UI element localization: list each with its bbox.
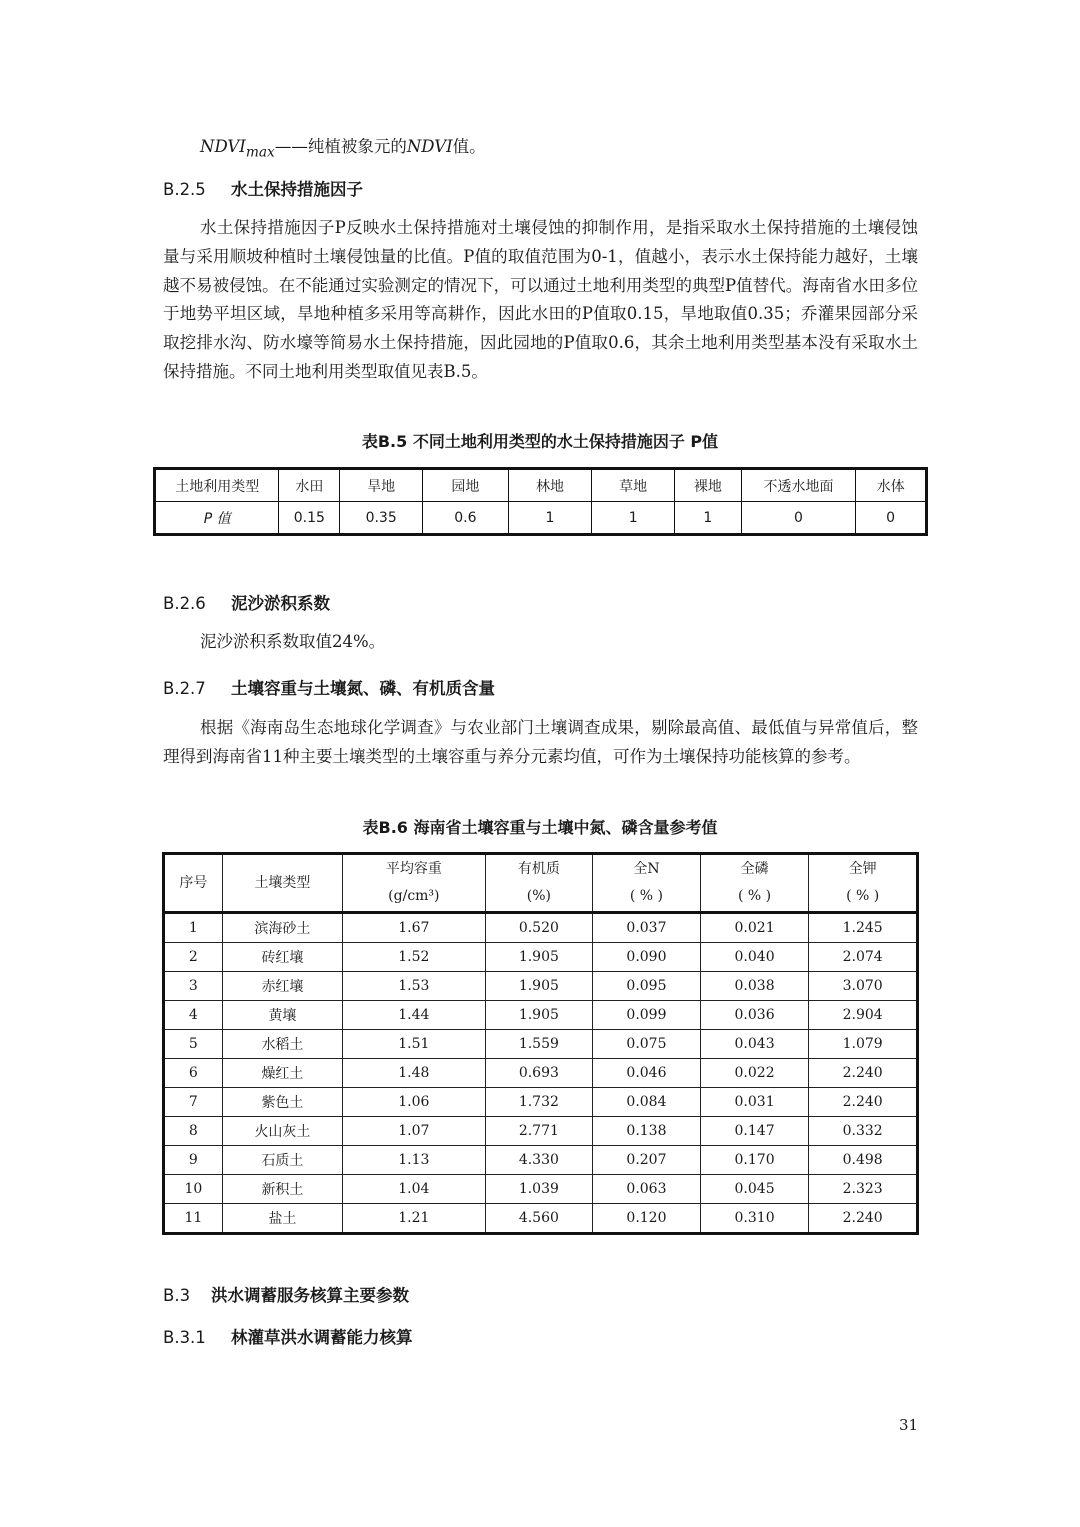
cell: 0.095 — [593, 972, 701, 1001]
cell: 1.905 — [485, 943, 593, 972]
ndvi-definition — [200, 133, 486, 160]
cell: 1.21 — [343, 1204, 485, 1234]
cell: 燥红土 — [222, 1059, 342, 1088]
table-row — [164, 1088, 918, 1117]
cell: 0.036 — [700, 1001, 809, 1030]
heading-number: B.3 — [163, 1286, 191, 1305]
cell: 黄壤 — [222, 1001, 342, 1030]
page-number: 31 — [899, 1416, 919, 1434]
table-row — [164, 913, 918, 943]
header-cell: 旱地 — [340, 469, 423, 502]
table-row — [164, 1059, 918, 1088]
header-cell: 土地利用类型 — [155, 469, 279, 502]
paragraph-b26 — [163, 628, 918, 657]
cell: 0.037 — [593, 913, 701, 943]
table-header-row — [155, 469, 927, 502]
table-row — [164, 1175, 918, 1204]
header-line: ( % ) — [629, 888, 664, 904]
table5-caption: 表B.5 不同土地利用类型的水土保持措施因子 P值 — [361, 432, 719, 451]
cell: 2 — [164, 943, 223, 972]
cell: 4.330 — [485, 1146, 593, 1175]
header-cell: 水体 — [856, 469, 927, 502]
cell: 1.06 — [343, 1088, 485, 1117]
header-line: 有机质 — [517, 861, 560, 877]
cell: 0.120 — [593, 1204, 701, 1234]
table-row — [164, 1117, 918, 1146]
cell: 0.043 — [700, 1030, 809, 1059]
cell: 1.04 — [343, 1175, 485, 1204]
cell: 1.51 — [343, 1030, 485, 1059]
header-line: 土壤类型 — [254, 874, 311, 891]
cell: 0.084 — [593, 1088, 701, 1117]
cell: 0.170 — [700, 1146, 809, 1175]
cell: 1.905 — [485, 972, 593, 1001]
cell: 1.13 — [343, 1146, 485, 1175]
cell: 0.063 — [593, 1175, 701, 1204]
header-cell — [485, 854, 593, 913]
ndvi-symbol-2: NDVI — [406, 137, 453, 156]
header-cell: 裸地 — [674, 469, 741, 502]
cell: 1.039 — [485, 1175, 593, 1204]
cell: 1.67 — [343, 913, 485, 943]
cell: 1.52 — [343, 943, 485, 972]
cell: 1 — [674, 502, 741, 535]
cell: 1.48 — [343, 1059, 485, 1088]
cell: 8 — [164, 1117, 223, 1146]
cell: 1 — [592, 502, 675, 535]
cell: 2.323 — [809, 1175, 918, 1204]
header-line: (%) — [526, 888, 551, 904]
header-cell — [343, 854, 485, 913]
heading-title: 水土保持措施因子 — [231, 180, 363, 199]
cell: 4.560 — [485, 1204, 593, 1234]
cell: 石质土 — [222, 1146, 342, 1175]
paragraph-b25 — [163, 214, 918, 387]
cell: 新积土 — [222, 1175, 342, 1204]
heading-number: B.2.5 — [163, 180, 206, 199]
table-row — [164, 1001, 918, 1030]
header-cell: 林地 — [508, 469, 592, 502]
cell: 0.498 — [809, 1146, 918, 1175]
cell: 1.732 — [485, 1088, 593, 1117]
ndvi-symbol: NDVI — [200, 137, 246, 156]
table-b6 — [162, 852, 919, 1235]
cell: 0.693 — [485, 1059, 593, 1088]
cell: 1.07 — [343, 1117, 485, 1146]
cell: 0.075 — [593, 1030, 701, 1059]
row-label: P 值 — [155, 502, 279, 535]
cell: 2.074 — [809, 943, 918, 972]
cell: 0.6 — [423, 502, 509, 535]
heading-b25 — [163, 176, 363, 200]
paragraph-text: 根据《海南岛生态地球化学调查》与农业部门土壤调查成果，剔除最高值、最低值与异常值后，整理得到海南省11种主要土壤类型的土壤容重与养分元素均值，可作为土壤保持功能核算的参考。 — [163, 718, 918, 766]
cell: 1 — [508, 502, 592, 535]
cell: 2.240 — [809, 1204, 918, 1234]
cell: 赤红壤 — [222, 972, 342, 1001]
header-cell: 不透水地面 — [741, 469, 855, 502]
heading-number: B.3.1 — [163, 1328, 206, 1347]
cell: 2.240 — [809, 1088, 918, 1117]
table-row — [164, 1030, 918, 1059]
heading-title: 洪水调蓄服务核算主要参数 — [211, 1286, 409, 1305]
table-row — [164, 972, 918, 1001]
header-cell — [809, 854, 918, 913]
header-line: 序号 — [179, 874, 208, 891]
header-cell — [593, 854, 701, 913]
cell: 0.046 — [593, 1059, 701, 1088]
cell: 0.021 — [700, 913, 809, 943]
heading-b3 — [163, 1282, 409, 1306]
heading-b26 — [163, 590, 330, 614]
cell: 0.022 — [700, 1059, 809, 1088]
cell: 0.040 — [700, 943, 809, 972]
cell: 3 — [164, 972, 223, 1001]
ndvi-text: ——纯植被象元的 — [274, 137, 407, 156]
heading-number: B.2.7 — [163, 679, 206, 698]
header-line: 全钾 — [848, 861, 877, 877]
cell: 2.240 — [809, 1059, 918, 1088]
header-cell: 园地 — [423, 469, 509, 502]
table-header-row — [164, 854, 918, 913]
cell: 0.147 — [700, 1117, 809, 1146]
cell: 2.904 — [809, 1001, 918, 1030]
cell: 6 — [164, 1059, 223, 1088]
table-row — [164, 1146, 918, 1175]
table6-caption: 表B.6 海南省土壤容重与土壤中氮、磷含量参考值 — [362, 818, 718, 837]
ndvi-tail: 值。 — [452, 137, 486, 156]
cell: 火山灰土 — [222, 1117, 342, 1146]
cell: 0.35 — [340, 502, 423, 535]
cell: 2.771 — [485, 1117, 593, 1146]
cell: 1.559 — [485, 1030, 593, 1059]
cell: 9 — [164, 1146, 223, 1175]
cell: 1.245 — [809, 913, 918, 943]
cell: 盐土 — [222, 1204, 342, 1234]
header-line: 全磷 — [740, 861, 769, 877]
header-cell — [700, 854, 809, 913]
cell: 0.332 — [809, 1117, 918, 1146]
cell: 1.079 — [809, 1030, 918, 1059]
cell: 5 — [164, 1030, 223, 1059]
heading-b31 — [163, 1324, 413, 1348]
table-row — [164, 943, 918, 972]
cell: 1 — [164, 913, 223, 943]
paragraph-text: 水土保持措施因子P反映水土保持措施对土壤侵蚀的抑制作用，是指采取水土保持措施的土壤侵蚀量与采用顺坡种植时土壤侵蚀量的比值。P值的取值范围为0-1，值越小，表示水土保持能力越好，土壤越不易被侵蚀。在不能通过实验测定的情况下，可以通过土地利用类型的典型P值替代。海南省水田多位于地势平坦区域，旱地种植多采用等高耕作，因此水田的P值取0.15，旱地取值0.35；乔灌果园部分采取挖排水沟、防水壕等简易水土保持措施，因此园地的P值取0.6，其余土地利用类型基本没有采取水土保持措施。不同土地利用类型取值见表B.5。 — [163, 218, 918, 381]
cell: 0.031 — [700, 1088, 809, 1117]
table-b5 — [153, 467, 928, 536]
table-row — [155, 502, 927, 535]
cell: 1.53 — [343, 972, 485, 1001]
heading-b27 — [163, 675, 495, 699]
cell: 4 — [164, 1001, 223, 1030]
heading-title: 林灌草洪水调蓄能力核算 — [231, 1328, 413, 1347]
cell: 1.905 — [485, 1001, 593, 1030]
cell: 0 — [856, 502, 927, 535]
cell: 7 — [164, 1088, 223, 1117]
cell: 3.070 — [809, 972, 918, 1001]
cell: 0.045 — [700, 1175, 809, 1204]
cell: 滨海砂土 — [222, 913, 342, 943]
heading-title: 土壤容重与土壤氮、磷、有机质含量 — [231, 679, 495, 698]
table-row — [164, 1204, 918, 1234]
header-line: 全N — [633, 861, 660, 877]
cell: 0.207 — [593, 1146, 701, 1175]
paragraph-b27 — [163, 714, 918, 772]
cell: 0.520 — [485, 913, 593, 943]
paragraph-text: 泥沙淤积系数取值24%。 — [200, 632, 386, 651]
cell: 0 — [741, 502, 855, 535]
cell: 0.15 — [279, 502, 340, 535]
header-cell: 水田 — [279, 469, 340, 502]
cell: 0.038 — [700, 972, 809, 1001]
cell: 1.44 — [343, 1001, 485, 1030]
header-line: ( % ) — [737, 888, 772, 904]
heading-number: B.2.6 — [163, 594, 206, 613]
cell: 10 — [164, 1175, 223, 1204]
cell: 0.090 — [593, 943, 701, 972]
heading-title: 泥沙淤积系数 — [231, 594, 330, 613]
header-line: ( % ) — [846, 888, 880, 904]
cell: 紫色土 — [222, 1088, 342, 1117]
header-cell: 草地 — [592, 469, 675, 502]
cell: 砖红壤 — [222, 943, 342, 972]
header-cell — [164, 854, 223, 913]
cell: 0.310 — [700, 1204, 809, 1234]
cell: 0.138 — [593, 1117, 701, 1146]
header-line: (g/cm³) — [388, 888, 440, 904]
cell: 11 — [164, 1204, 223, 1234]
header-line: 平均容重 — [385, 861, 442, 877]
ndvi-subscript: max — [245, 144, 275, 161]
header-cell — [222, 854, 342, 913]
cell: 水稻土 — [222, 1030, 342, 1059]
cell: 0.099 — [593, 1001, 701, 1030]
